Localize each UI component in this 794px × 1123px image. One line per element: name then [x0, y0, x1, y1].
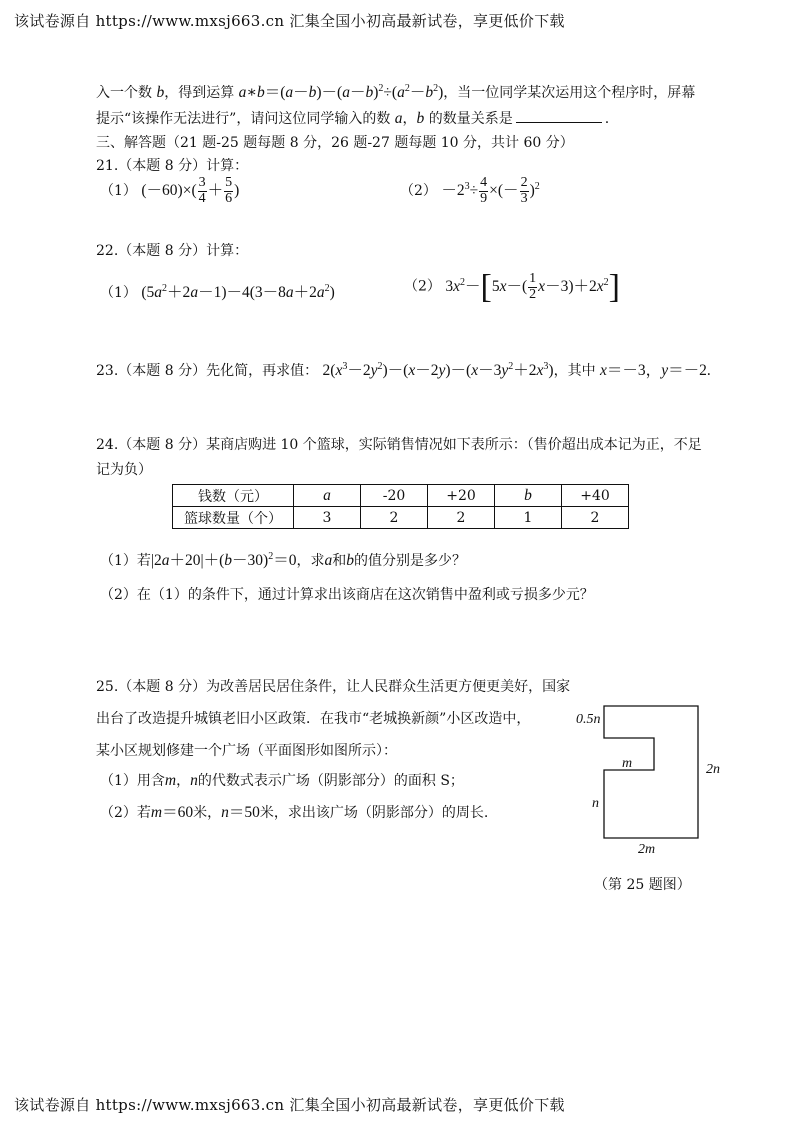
- section3-title: 三、解答题（21 题-25 题每题 8 分，26 题-27 题每题 10 分，共计 60 分）: [96, 135, 574, 151]
- page-footer: 该试卷源自 https://www.mxsj663.cn 汇集全国小初高最新试卷，享更低价下载: [14, 1096, 565, 1114]
- q20-line1: 入一个数 b，得到运算 $a∗b=(a-b)-(a-b)^2\div(a^2-b^2)$，当一位同学某次运用这个程序时，屏幕: [96, 82, 696, 101]
- table-cell: 1: [495, 507, 562, 529]
- figure-caption: （第 25 题图）: [594, 877, 691, 893]
- table-cell: 2: [361, 507, 428, 529]
- q23-question: 23.（本题 8 分）先化简，再求值： $2(x^3-2y^2)-(x-2y)-(x-3y^2+2x^3)$，其中 x＝－3，y＝－2.: [96, 360, 711, 379]
- page-header: 该试卷源自 https://www.mxsj663.cn 汇集全国小初高最新试卷，享更低价下载: [14, 12, 565, 30]
- q24-line2: 记为负）: [96, 462, 152, 478]
- q20-operation-formula: $a∗b=(a-b)-(a-b)^2\div(a^2-b^2)$: [238, 82, 444, 101]
- q21-title: 21.（本题 8 分）计算：: [96, 158, 249, 174]
- table-cell: a: [294, 485, 361, 507]
- table-cell: +20: [428, 485, 495, 507]
- table-cell: -20: [361, 485, 428, 507]
- plaza-shape: [604, 706, 698, 838]
- table-cell: 2: [562, 507, 629, 529]
- q25-line2: 出台了改造提升城镇老旧小区政策．在我市“老城换新颜”小区改造中，: [96, 711, 531, 727]
- q24-part1: （1）若$|2a+20|+(b-30)^2=0$，求a和b的值分别是多少？: [100, 550, 466, 569]
- q24-line1: 24.（本题 8 分）某商店购进 10 个篮球，实际销售情况如下表所示：（售价超出成本记为正，不足: [96, 437, 702, 453]
- table-header-cell: 篮球数量（个）: [173, 507, 294, 529]
- label-m: m: [622, 756, 633, 771]
- q22-part2: （2） $3x^2-[5x-$( $\frac{1}{2}$ $x-3)+2x^2$]: [404, 268, 620, 305]
- table-header-cell: 钱数（元）: [173, 485, 294, 507]
- q22-title: 22.（本题 8 分）计算：: [96, 243, 249, 259]
- table-cell: +40: [562, 485, 629, 507]
- q24-part2: （2）在（1）的条件下，通过计算求出该商店在这次销售中盈利或亏损多少元？: [100, 587, 594, 603]
- q25-part2: （2）若m＝60米，n＝50米，求出该广场（阴影部分）的周长.: [100, 804, 489, 821]
- label-0-5n: 0.5n: [576, 712, 601, 727]
- q25-line3: 某小区规划修建一个广场（平面图形如图所示）：: [96, 743, 397, 759]
- table-cell: b: [495, 485, 562, 507]
- label-n: n: [592, 796, 599, 811]
- label-2n: 2n: [706, 762, 720, 777]
- q25-line1: 25.（本题 8 分）为改善居民居住条件，让人民群众生活更方便更美好，国家: [96, 679, 571, 695]
- q20-line2: 提示“该操作无法进行”，请问这位同学输入的数 a，b 的数量关系是 .: [96, 110, 610, 127]
- table-cell: 2: [428, 507, 495, 529]
- q25-part1: （1）用含m，n的代数式表示广场（阴影部分）的面积 S；: [100, 772, 464, 789]
- q21-part2: $(2) -2^3\div$ $\frac{4}{9}$ ×(－ $\frac{2}{3}$ )$^2$: [400, 175, 540, 206]
- label-2m: 2m: [638, 842, 656, 857]
- table-cell: 3: [294, 507, 361, 529]
- q21-part1: （1） (－60)×( $\frac{3}{4}$ ＋ $\frac{5}{6}$ ): [100, 175, 240, 206]
- q22-part1: （1） $(5a^2+2a-1)-4(3-8a+2a^2)$: [100, 282, 335, 301]
